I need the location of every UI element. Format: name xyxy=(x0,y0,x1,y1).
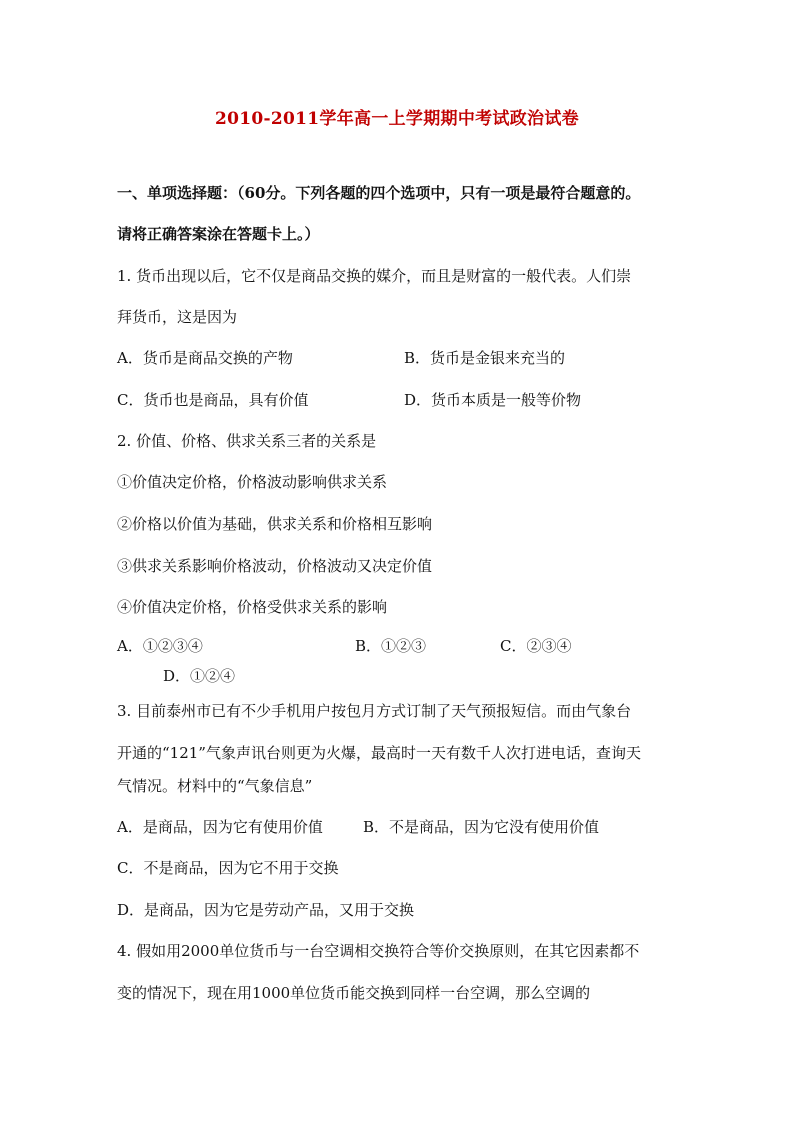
question-3-option-b: B．不是商品，因为它没有使用价值 xyxy=(363,818,600,836)
question-2-option-a: A．①②③④ xyxy=(117,637,203,655)
question-2-statement-3: ③供求关系影响价格波动，价格波动又决定价值 xyxy=(117,557,433,575)
question-1-line-1: 1. 货币出现以后，它不仅是商品交换的媒介，而且是财富的一般代表。人们崇 xyxy=(117,267,632,285)
section-heading-line-2: 请将正确答案涂在答题卡上。） xyxy=(117,225,320,243)
exam-title: 2010-2011学年高一上学期期中考试政治试卷 xyxy=(215,109,579,129)
question-3-option-c: C．不是商品，因为它不用于交换 xyxy=(117,859,339,877)
question-2-statement-1: ①价值决定价格，价格波动影响供求关系 xyxy=(117,473,388,491)
question-2-statement-2: ②价格以价值为基础，供求关系和价格相互影响 xyxy=(117,515,433,533)
question-3-option-d: D．是商品，因为它是劳动产品，又用于交换 xyxy=(117,901,415,919)
question-2-option-c: C．②③④ xyxy=(500,637,572,655)
question-4-line-2: 变的情况下，现在用1000单位货币能交换到同样一台空调，那么空调的 xyxy=(117,984,591,1002)
question-3-line-3: 气情况。材料中的“气象信息” xyxy=(117,777,313,795)
question-3-option-a: A．是商品，因为它有使用价值 xyxy=(117,818,323,836)
question-1-option-c: C．货币也是商品，具有价值 xyxy=(117,391,309,409)
question-1-line-2: 拜货币，这是因为 xyxy=(117,308,238,326)
question-3-line-2: 开通的“121”气象声讯台则更为火爆，最高时一天有数千人次打进电话，查询天 xyxy=(117,744,641,762)
question-4-line-1: 4. 假如用2000单位货币与一台空调相交换符合等价交换原则，在其它因素都不 xyxy=(117,942,640,960)
question-1-option-a: A．货币是商品交换的产物 xyxy=(117,349,293,367)
question-1-option-d: D．货币本质是一般等价物 xyxy=(404,391,582,409)
question-3-line-1: 3. 目前泰州市已有不少手机用户按包月方式订制了天气预报短信。而由气象台 xyxy=(117,702,632,720)
question-2-option-d: D．①②④ xyxy=(163,667,236,685)
section-heading-line-1: 一、单项选择题：（60分。下列各题的四个选项中，只有一项是最符合题意的。 xyxy=(117,184,641,202)
question-2-statement-4: ④价值决定价格，价格受供求关系的影响 xyxy=(117,598,388,616)
question-1-option-b: B．货币是金银来充当的 xyxy=(404,349,566,367)
question-2-stem: 2. 价值、价格、供求关系三者的关系是 xyxy=(117,432,377,450)
question-2-option-b: B．①②③ xyxy=(355,637,427,655)
